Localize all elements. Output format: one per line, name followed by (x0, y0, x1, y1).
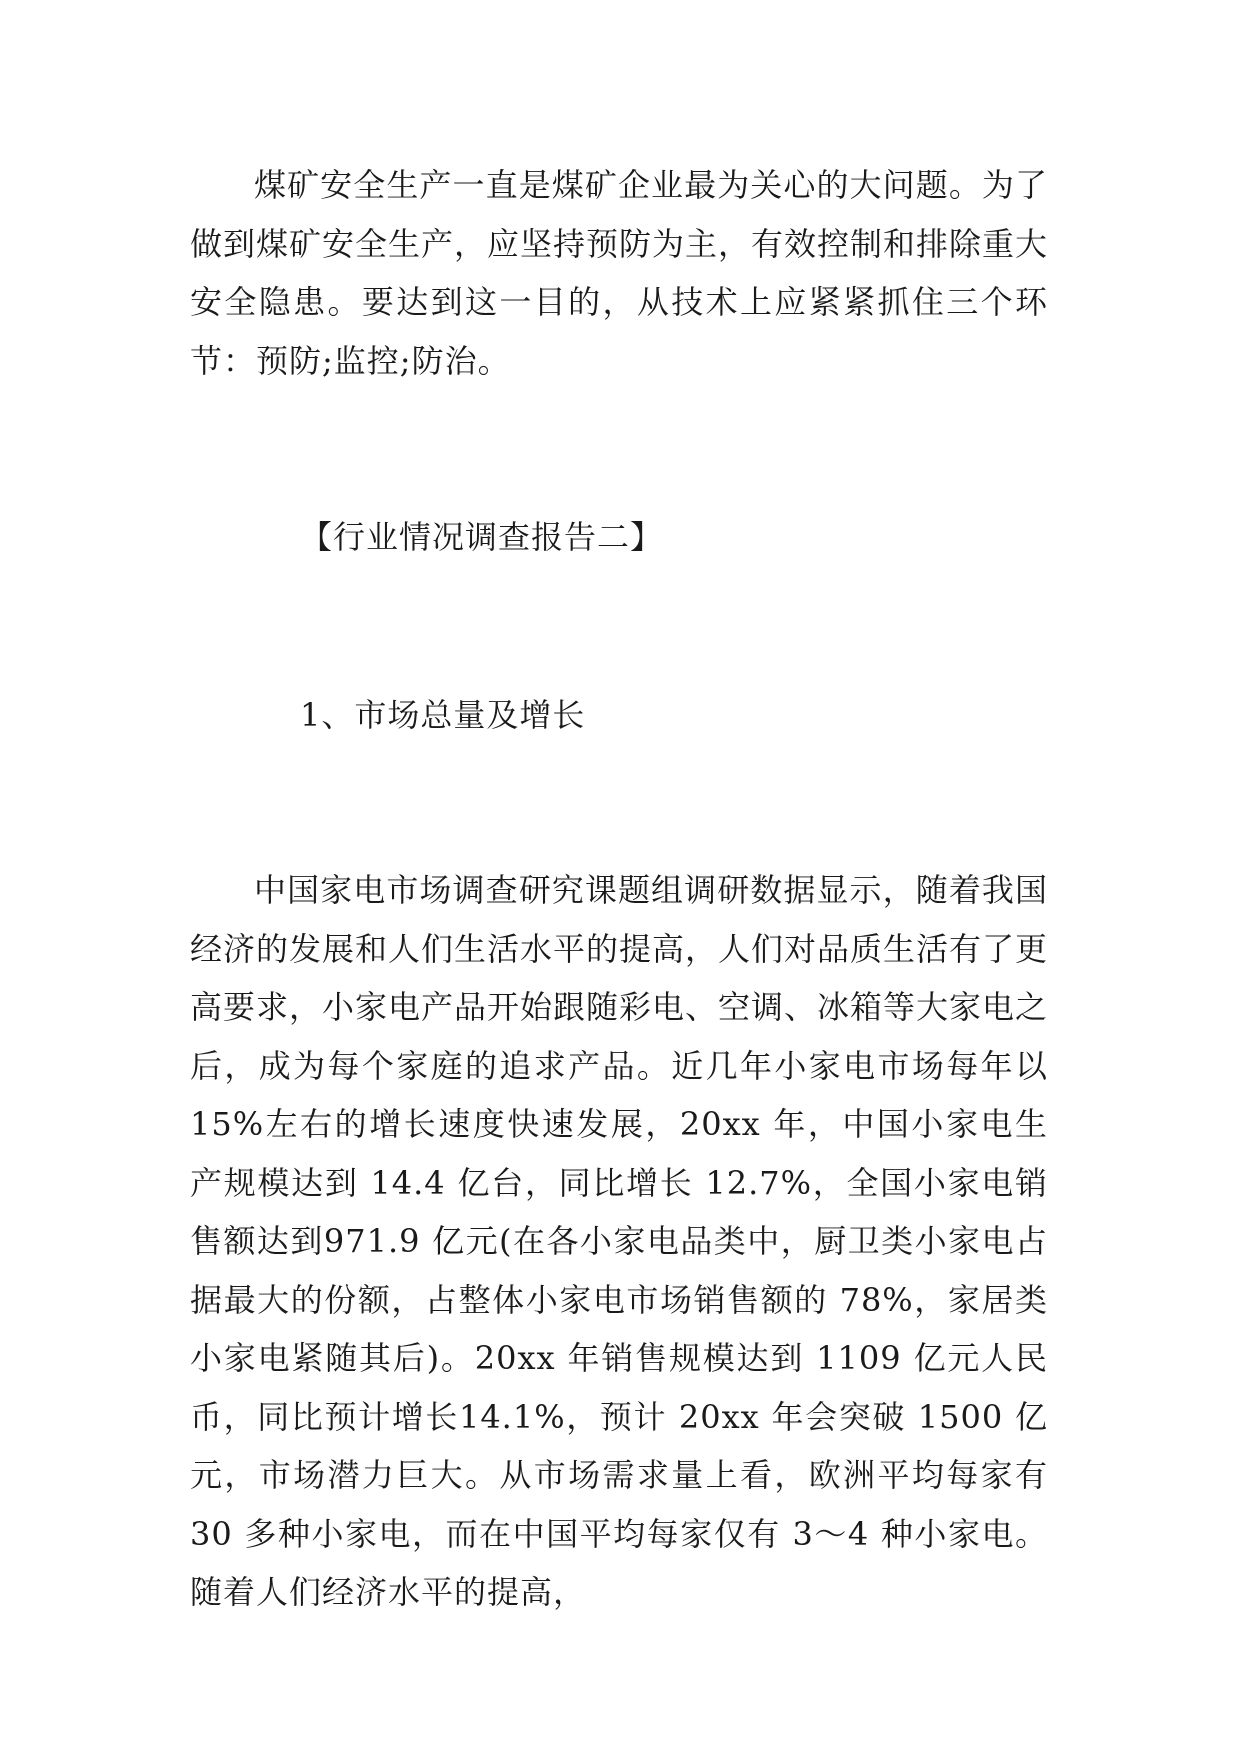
section-title: 【行业情况调查报告二】 (300, 518, 664, 556)
body-paragraph: 中国家电市场调查研究课题组调研数据显示，随着我国经济的发展和人们生活水平的提高，人们对品质生活有了更高要求，小家电产品开始跟随彩电、空调、冰箱等大家电之后，成为每个家庭的追求产品。近几年小家电市场每年以15%左右的增长速度快速发展，20xx 年，中国小家电生产规模达到 14.4 亿台，同比增长 12.7%，全国小家电销售额达到971.9 亿元(在各小家电品类中，厨卫类小家电占据最大的份额，占整体小家电市场销售额的 78%，家居类小家电紧随其后)。20xx 年销售规模达到 1109 亿元人民币，同比预计增长14.1%，预计 20xx 年会突破 1500 亿元，市场潜力巨大。从市场需求量上看，欧洲平均每家有 30 多种小家电，而在中国平均每家仅有 3～4 种小家电。随着人们经济水平的提高， (190, 871, 1049, 1611)
section-subheading: 1、市场总量及增长 (300, 696, 586, 734)
intro-paragraph: 煤矿安全生产一直是煤矿企业最为关心的大问题。为了做到煤矿安全生产，应坚持预防为主，有效控制和排除重大安全隐患。要达到这一目的，从技术上应紧紧抓住三个环节：预防;监控;防治。 (190, 166, 1049, 380)
